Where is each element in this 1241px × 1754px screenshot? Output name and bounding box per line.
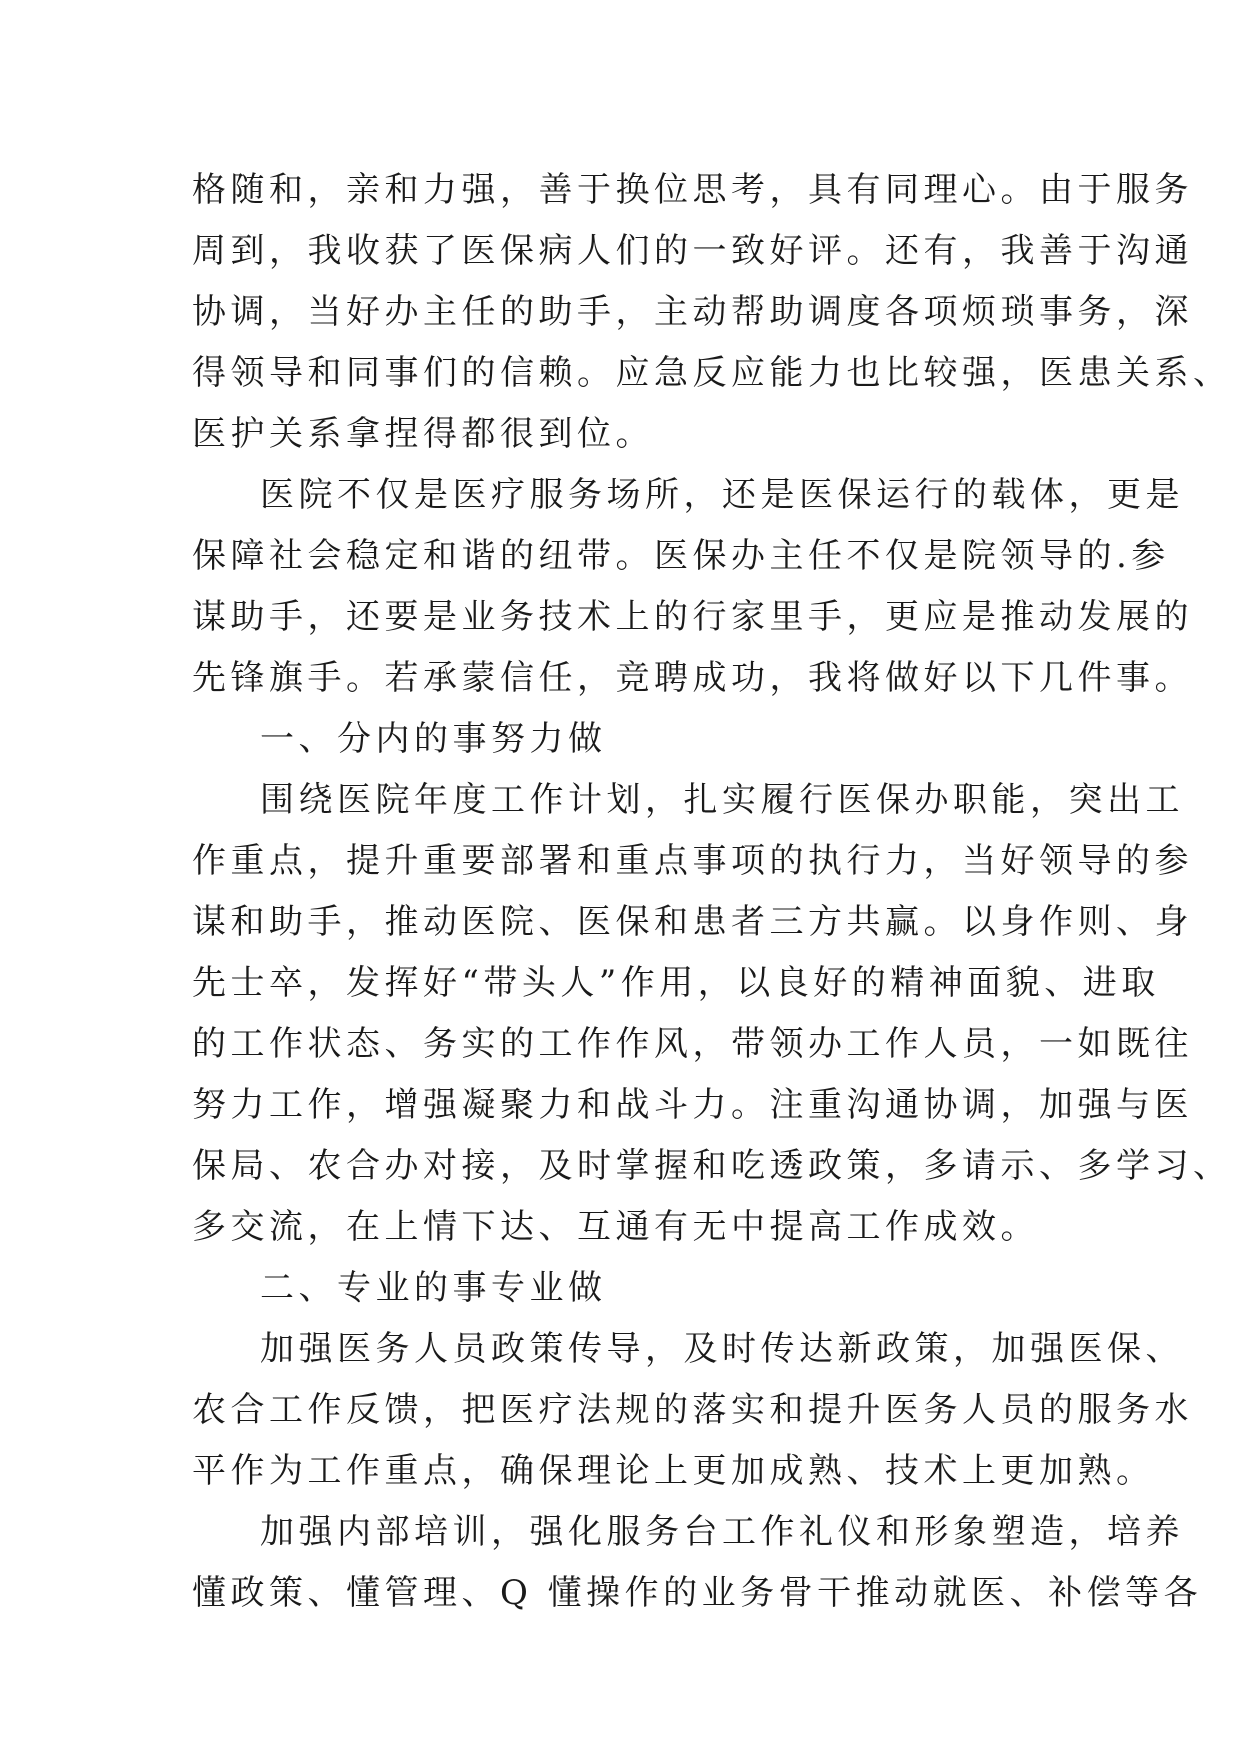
- text-line: 保障社会稳定和谐的纽带。医保办主任不仅是院领导的.参: [192, 536, 1170, 576]
- body-paragraph: [192, 160, 1232, 465]
- body-paragraph: [192, 1319, 1193, 1502]
- body-paragraph: [192, 465, 1193, 709]
- text-line: 医护关系拿捏得都很到位。: [192, 414, 654, 454]
- text-line: 一、分内的事努力做: [260, 719, 607, 759]
- text-line: 格随和，亲和力强，善于换位思考，具有同理心。由于服务: [192, 170, 1193, 210]
- text-line: 作重点，提升重要部署和重点事项的执行力，当好领导的参: [192, 841, 1193, 881]
- text-line: 懂政策、懂管理、Q 懂操作的业务骨干推动就医、补偿等各: [192, 1573, 1203, 1613]
- text-line: 的工作状态、务实的工作作风，带领办工作人员，一如既往: [192, 1024, 1193, 1064]
- text-line: 谋和助手，推动医院、医保和患者三方共赢。以身作则、身: [192, 902, 1193, 942]
- text-line: 平作为工作重点，确保理论上更加成熟、技术上更加熟。: [192, 1451, 1155, 1491]
- text-line: 农合工作反馈，把医疗法规的落实和提升医务人员的服务水: [192, 1390, 1193, 1430]
- text-line: 协调，当好办主任的助手，主动帮助调度各项烦琐事务，深: [192, 292, 1193, 332]
- text-line: 加强医务人员政策传导，及时传达新政策，加强医保、: [260, 1329, 1184, 1369]
- document-page: [192, 160, 1232, 1624]
- text-line: 周到，我收获了医保病人们的一致好评。还有，我善于沟通: [192, 231, 1193, 271]
- text-line: 得领导和同事们的信赖。应急反应能力也比较强，医患关系、: [192, 353, 1232, 393]
- section-heading: [192, 709, 1072, 770]
- text-line: 二、专业的事专业做: [260, 1268, 607, 1308]
- section-heading: [192, 1258, 1072, 1319]
- text-line: 努力工作，增强凝聚力和战斗力。注重沟通协调，加强与医: [192, 1085, 1193, 1125]
- body-paragraph: [192, 770, 1232, 1258]
- text-line: 加强内部培训，强化服务台工作礼仪和形象塑造，培养: [260, 1512, 1184, 1552]
- text-line: 保局、农合办对接，及时掌握和吃透政策，多请示、多学习、: [192, 1146, 1232, 1186]
- text-line: 谋助手，还要是业务技术上的行家里手，更应是推动发展的: [192, 597, 1193, 637]
- text-line: 围绕医院年度工作计划，扎实履行医保办职能，突出工: [260, 780, 1184, 820]
- text-line: 先锋旗手。若承蒙信任，竞聘成功，我将做好以下几件事。: [192, 658, 1193, 698]
- text-line: 多交流，在上情下达、互通有无中提高工作成效。: [192, 1207, 1039, 1247]
- body-paragraph: [192, 1502, 1203, 1624]
- text-line: 医院不仅是医疗服务场所，还是医保运行的载体，更是: [260, 475, 1184, 515]
- text-line: 先士卒，发挥好“带头人”作用，以良好的精神面貌、进取: [192, 963, 1160, 1003]
